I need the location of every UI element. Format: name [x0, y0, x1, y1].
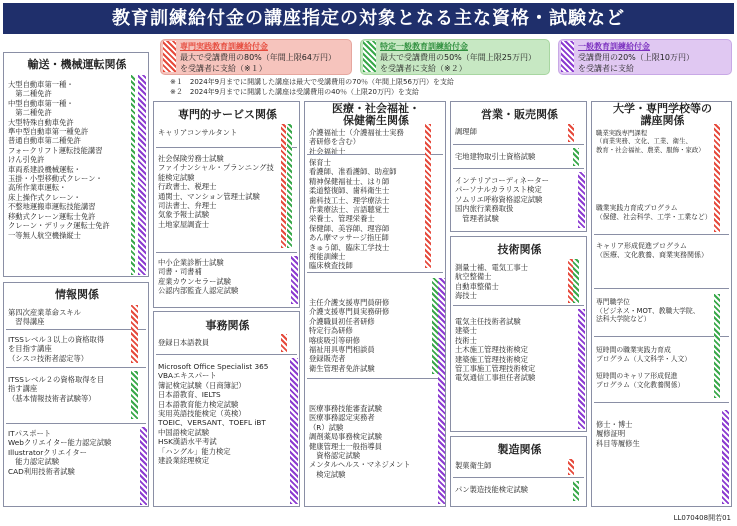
panel-seizo-title: 製造関係 [497, 443, 542, 456]
panel-senmon [153, 101, 300, 308]
divider [156, 252, 297, 253]
daigaku-group-4: 専門職学位 （ビジネス・MOT、教職大学院、 法科大学院など） [596, 298, 700, 324]
divider [453, 168, 584, 169]
legend-red-text [180, 41, 336, 74]
bar-red [281, 124, 286, 248]
info-group-3: ITSSレベル２の資格取得を目 指す講座 （基本情報技術者試験等） [8, 375, 105, 403]
note-1: ※１ 2024年9月までに開講した講座は最大で受講費用の70％（年間上限56万円）を支給 [170, 78, 454, 86]
bar-purple [578, 309, 585, 429]
gijutsu-group-1: 測量士補、電気工事士 航空整備士 自動車整備士 海技士 [455, 263, 528, 301]
bar-red [568, 459, 574, 475]
senmon-group-1: キャリアコンサルタント [158, 128, 238, 137]
panel-senmon-title: 専門的サービス関係 [178, 108, 277, 121]
bar-green [573, 148, 579, 166]
eigyo-group-1: 調理師 [455, 127, 477, 136]
jimu-group-2: Microsoft Office Specialist 365 VBAエキスパート 簿記検定試験（日商簿記） 日本語教育、IELTS 日本語教育能力検定試験 実用英語技能検定（英検） TOEIC、VERSANT、TOEFL iBT 中国語検定試験 HSK漢語水平考試 「ハングル」能力検定 建設業経理検定 [158, 362, 269, 466]
panel-eigyo [450, 101, 587, 232]
legend-purple-line2: を受講者に支給 [578, 64, 634, 73]
divider [6, 329, 146, 330]
bar-green [131, 75, 135, 275]
jimu-group-1: 登録日本語教員 [158, 338, 210, 347]
bar-green [287, 124, 292, 248]
divider [453, 144, 584, 145]
panel-seizo [450, 436, 587, 507]
legend-purple-line1: 受講費用の20%（上限10万円） [578, 53, 694, 62]
daigaku-group-5: 短時間の職業実践力育成 プログラム（人文科学・人文） [596, 346, 692, 364]
divider [307, 154, 443, 155]
divider [594, 234, 729, 235]
divider [594, 336, 729, 337]
panel-info-title: 情報関係 [55, 288, 99, 301]
iryo-group-4: 医療事務技能審査試験 医療事務認定実務者 （R）試験 調剤薬局事務検定試験 健康管理士一般指導員 資格認定試験 メンタルヘルス・マネジメント 検定試験 [309, 404, 411, 479]
legend-green-swatch [363, 41, 376, 72]
divider [156, 147, 297, 148]
bar-green [573, 259, 579, 303]
panel-transport [3, 52, 149, 277]
divider [6, 367, 146, 368]
seizo-group-2: パン製造技能検定試験 [455, 485, 528, 494]
senmon-group-2: 社会保険労務士試験 ファイナンシャル・プランニング技 能検定試験 行政書士、税理士 通関士、マンション管理士試験 司法書士、弁理士 気象予報士試験 土地家屋調査士 [158, 154, 274, 229]
bar-green [131, 371, 138, 419]
divider [453, 305, 584, 306]
divider [307, 378, 443, 379]
panel-eigyo-title: 営業・販売関係 [481, 108, 558, 121]
legend-purple-swatch [561, 41, 574, 72]
eigyo-group-2: 宅地建物取引士資格試験 [455, 152, 536, 161]
note-2: ※２ 2024年9月までに開講した講座は受講費用の40％（上限20万円）を支給 [170, 88, 419, 96]
panel-daigaku-title: 大学・専門学校等の 講座関係 [613, 102, 712, 127]
divider [594, 402, 729, 403]
bar-purple [138, 75, 146, 275]
legend-red-line2: を受講者に支給（※１） [180, 64, 267, 73]
bar-purple [290, 358, 298, 504]
bar-red [425, 124, 431, 268]
iryo-group-3: 主任介護支援専門員研修 介護支援専門員実務研修 介護職員初任者研修 特定行為研修 喀痰吸引等研修 福祉用具専門相談員 登録販売者 衛生管理者免許試験 [309, 298, 390, 373]
bar-purple [140, 427, 147, 505]
bar-red [568, 124, 574, 142]
iryo-group-1: 介護福祉士（介護福祉士実務 者研修を含む） 社会福祉士 [309, 128, 404, 156]
bar-red [281, 334, 287, 352]
divider [156, 354, 297, 355]
bar-purple [291, 256, 298, 304]
info-group-1: 第四次産業革命スキル 習得講座 [8, 308, 81, 327]
legend-red-swatch [163, 41, 176, 72]
daigaku-group-6: 短時間のキャリア形成促進 プログラム（文化教養関係） [596, 372, 685, 390]
legend-green-title: 特定一般教育訓練給付金 [380, 42, 468, 51]
bar-green [714, 294, 720, 398]
legend-green-line1: 最大で受講費用の50%（年間上限25万円） [380, 53, 536, 62]
bar-purple [578, 172, 585, 228]
eigyo-group-3: インテリアコーディネーター パーソナルカラリスト検定 ソムリエ呼称資格認定試験 国内旅行業務取扱 管理者試験 [455, 176, 549, 223]
bar-red [714, 124, 720, 232]
panel-info [3, 282, 149, 507]
bar-purple [438, 278, 445, 504]
legend-purple-text [578, 41, 694, 74]
divider [6, 423, 146, 424]
daigaku-group-7: 修士・博士 履修証明 科目等履修生 [596, 420, 640, 448]
legend-green-line2: を受講者に支給（※２） [380, 64, 467, 73]
page-title: 教育訓練給付金の講座指定の対象となる主な資格・試験など [3, 3, 734, 34]
divider [594, 288, 729, 289]
panel-gijutsu [450, 236, 587, 432]
panel-gijutsu-title: 技術関係 [497, 243, 542, 256]
panel-transport-title: 輸送・機械運転関係 [27, 58, 127, 71]
panel-jimu-title: 事務関係 [205, 319, 250, 332]
legend-green-text [380, 41, 536, 74]
panel-iryo [304, 101, 446, 507]
seizo-group-1: 製菓衛生師 [455, 461, 492, 470]
panel-daigaku [591, 101, 732, 507]
daigaku-group-3: キャリア形成促進プログラム （医療、文化教養、商業実務関係） [596, 242, 708, 259]
bar-purple [722, 410, 729, 504]
legend-purple-title: 一般教育訓練給付金 [578, 42, 650, 51]
legend-red-title: 専門実践教育訓練給付金 [180, 42, 268, 51]
footer-code: LL070408開若01 [673, 514, 731, 522]
transport-group-1: 大型自動車第一種・ 第二種免許 中型自動車第一種・ 第二種免許 大型特殊自動車免許 準中型自動車第一種免許 普通自動車第二種免許 フォークリフト運転技能講習 けん引免許 車両系建設機械運転・ 玉掛・小型移動式クレーン・ 高所作業車運転・ 床上操作式クレーン・ 不整地運搬車運転技能講習 移動式クレーン運転士免許 クレーン・デリック運転士免許 一等無人航空機操縦士 [8, 80, 110, 240]
daigaku-group-2: 職業実践力育成プログラム （保健、社会科学、工学・工業など） [596, 204, 712, 221]
info-group-4: ITパスポート Webクリエイター能力認定試験 Illustratorクリエイター 能力認定試験 CAD利用技術者試験 [8, 429, 112, 476]
panel-iryo-title: 医療・社会福祉・ 保健衛生関係 [332, 102, 420, 127]
info-group-2: ITSSレベル３以上の資格取得 を目指す講座 （シスコ技術者認定等） [8, 335, 105, 363]
iryo-group-2: 保育士 看護師、准看護師、助産師 精神保健福祉士、はり師 柔道整復師、歯科衛生士 歯科技工士、理学療法士 作業療法士、言語聴覚士 栄養士、管理栄養士 保健師、美容師、理容師 あん摩マッサージ指圧師 きゅう師、臨床工学技士 視能訓練士 臨床検査技師 [309, 158, 397, 271]
senmon-group-3: 中小企業診断士試験 司書・司書補 産業カウンセラー試験 公認内部監査人認定試験 [158, 258, 239, 296]
divider [307, 272, 443, 273]
daigaku-group-1: 職業実践専門課程 （商業実務、文化、工業、衛生、 教育・社会福祉、農業、服飾・家政） [596, 129, 705, 154]
bar-green [573, 481, 579, 501]
gijutsu-group-2: 電気主任技術者試験 建築士 技術士 土木施工管理技術検定 建築施工管理技術検定 管工事施工管理技術検定 電気通信工事担任者試験 [455, 317, 536, 383]
panel-jimu [153, 311, 300, 507]
divider [453, 477, 584, 478]
legend-red-line1: 最大で受講費用の80%（年間上限64万円） [180, 53, 336, 62]
bar-red [131, 305, 138, 363]
